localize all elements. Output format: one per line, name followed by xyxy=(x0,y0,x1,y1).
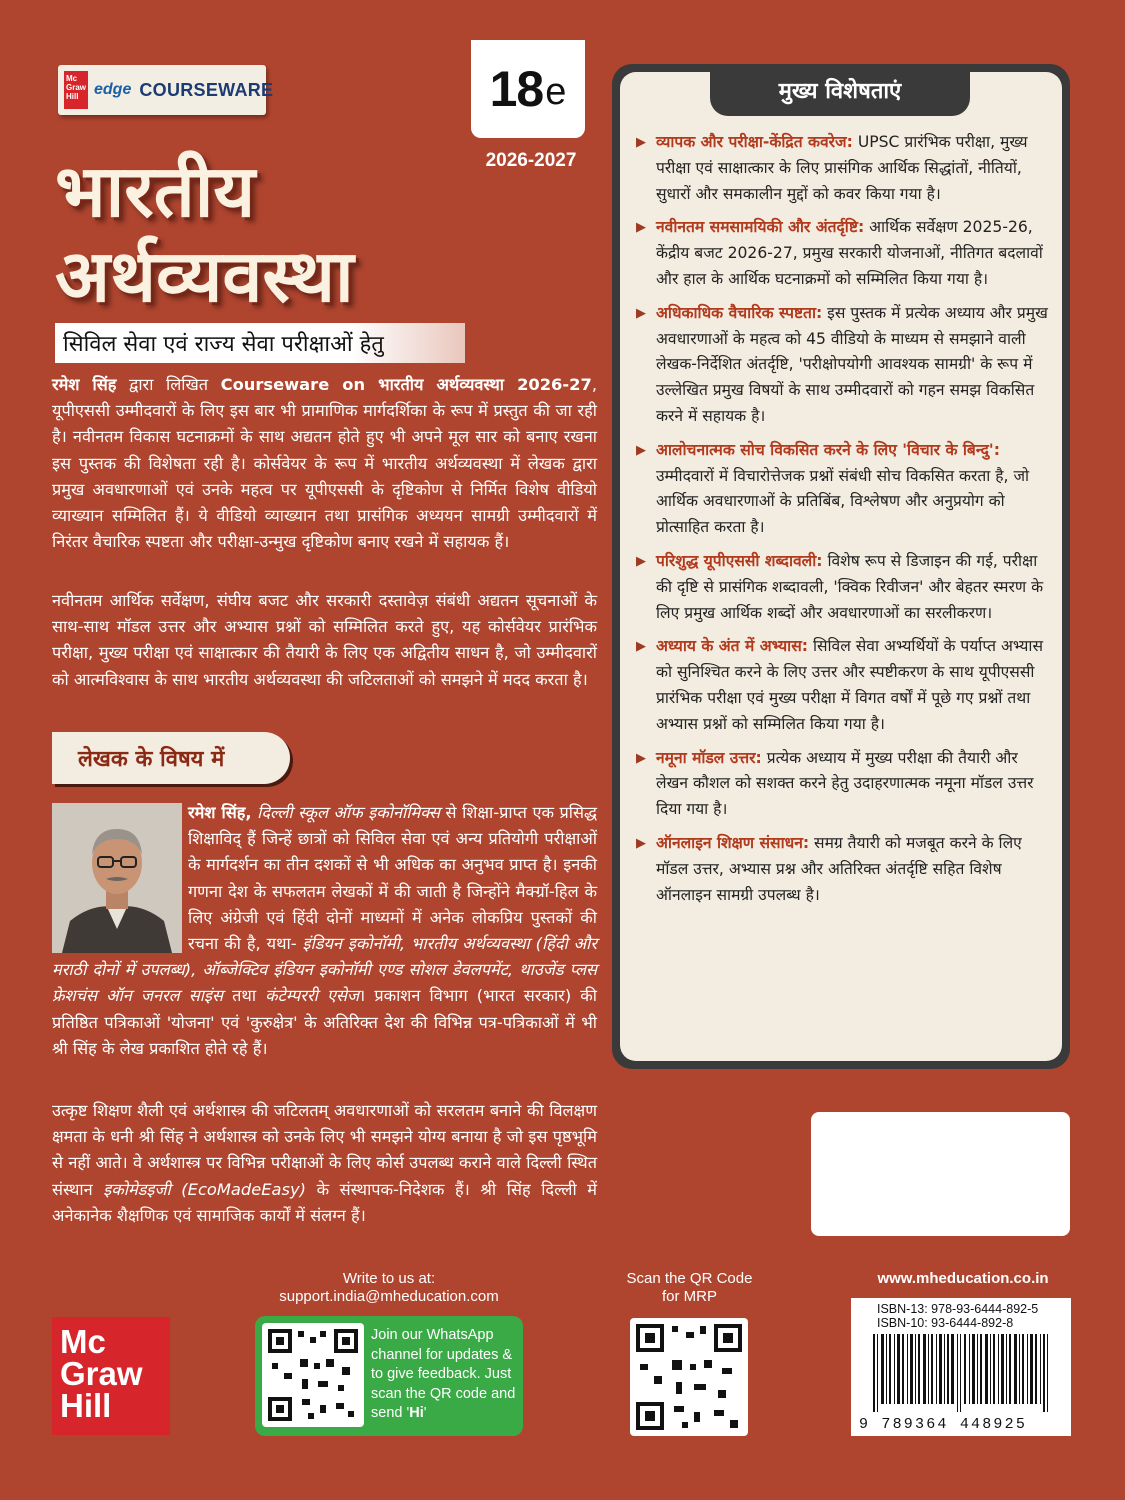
edge-logo: edge xyxy=(94,81,132,98)
arrow-icon: ▶ xyxy=(636,553,646,569)
feature-title: अध्याय के अंत में अभ्यास: xyxy=(656,637,808,656)
intro-paragraph-1 xyxy=(52,372,597,555)
about-author-heading: लेखक के विषय में xyxy=(52,732,290,784)
intro-body: , यूपीएससी उम्मीदवारों के लिए इस बार भी प्रामाणिक मार्गदर्शिका के रूप में प्रस्तुत की जा रही है। नवीनतम विकास घटनाक्रमों के साथ अद्यतन होते हुए भी अपने मूल सार को बनाए रखना इस पुस्तक की विशेषता रही है। कोर्सवेयर के रूप में भारतीय अर्थव्यवस्था में लेखक द्वारा प्रमुख अवधारणाओं एवं उनके महत्व पर यूपीएससी के दृष्टिकोण से निर्मित विशेष वीडियो व्याख्यान सम्मिलित हैं। ये वीडियो व्याख्यान तथा प्रासंगिक अध्ययन सामग्री उम्मीदवारों में निरंतर वैचारिक स्पष्टता और परीक्षा-उन्मुख दृष्टिकोण बनाए रखने में सहायक हैं। xyxy=(52,375,597,552)
feature-text: विशेष रूप से डिजाइन की गई, परीक्षा की दृष्टि से प्रासंगिक शब्दावली, 'क्विक रिवीजन' और बेहतर स्मरण के लिए प्रमुख आर्थिक शब्दों और अवधारणाओं का सरलीकरण। xyxy=(656,551,1044,622)
website-link[interactable]: www.mheducation.co.in xyxy=(877,1270,1049,1287)
author-bio-text-a: से शिक्षा-प्राप्त एक प्रसिद्ध शिक्षाविद् हैं जिन्हें छात्रों को सिविल सेवा एवं अन्य प्रतियोगी परीक्षाओं के मार्गदर्शन का तीन दशकों से भी अधिक का अनुभव प्राप्त है। इनकी गणना देश के सफलतम लेखकों में की जाती है जिन्होंने मैक्ग्रॉ-हिल के लिए अंग्रेजी एवं हिंदी दोनों माध्यमों में अनेक लोकप्रिय पुस्तकों की रचना की है, यथा- xyxy=(188,803,597,954)
feature-title: ऑनलाइन शिक्षण संसाधन: xyxy=(656,833,810,852)
courseware-label: COURSEWARE xyxy=(139,79,274,100)
mrp-sticker-area xyxy=(811,1112,1070,1236)
feature-item xyxy=(636,438,1054,541)
arrow-icon: ▶ xyxy=(636,135,646,150)
intro-paragraph-2: नवीनतम आर्थिक सर्वेक्षण, संघीय बजट और सरकारी दस्तावेज़ संबंधी अद्यतन सूचनाओं के साथ-साथ मॉडल उत्तर और अभ्यास प्रश्नों को सम्मिलित करते हुए, यह कोर्सवेयर प्रारंभिक परीक्षा, मुख्य परीक्षा एवं साक्षात्कार की तैयारी के लिए एक अद्वितीय साधन है, जो उम्मीदवारों को आत्मविश्वास के साथ भारतीय अर्थव्यवस्था की जटिलताओं को समझने में मदद करता है। xyxy=(52,591,597,689)
feature-item xyxy=(636,634,1054,737)
feature-title: व्यापक और परीक्षा-केंद्रित कवरेज: xyxy=(656,133,853,151)
intro-lead: द्वारा लिखित xyxy=(116,375,221,394)
edition-suffix: e xyxy=(545,70,567,113)
arrow-icon: ▶ xyxy=(636,750,646,766)
feature-item xyxy=(636,130,1054,207)
whatsapp-qr-code[interactable] xyxy=(262,1323,364,1427)
write-us-label: Write to us at: xyxy=(342,1270,436,1287)
logo-word-mc: Mc xyxy=(60,1323,106,1360)
intro-book-title: Courseware on भारतीय अर्थव्यवस्था 2026-27 xyxy=(220,375,592,394)
book-title-line1: भारतीय xyxy=(55,149,256,233)
author-paragraph-2 xyxy=(52,1098,597,1229)
mcgraw-hill-logo xyxy=(52,1317,170,1435)
features-list xyxy=(636,130,1054,916)
feature-text: इस पुस्तक में प्रत्येक अध्याय और प्रमुख अवधारणाओं के महत्व को 45 वीडियो के माध्यम से समझाने वाली लेखक-निर्देशित अंतर्दृष्टि, 'परीक्षोपयोगी आवश्यक सामग्री' के रूप में उल्लेखित प्रमुख विषयों के साथ उम्मीदवारों को गहन समझ विकसित करने में सहायक है। xyxy=(656,303,1048,425)
scan-qr-line1: Scan the QR Code xyxy=(626,1270,753,1287)
feature-text: प्रत्येक अध्याय में मुख्य परीक्षा की तैयारी और लेखन कौशल को सशक्त करने हेतु उदाहरणात्मक नमूना मॉडल उत्तर दिया गया है। xyxy=(656,748,1034,819)
feature-item xyxy=(636,301,1054,430)
edition-badge xyxy=(471,40,585,138)
author-name: रमेश सिंह, xyxy=(188,803,252,822)
author-books: इंडियन इकोनॉमी, भारतीय अर्थव्यवस्था (हिंदी और मराठी दोनों में उपलब्ध), ऑब्जेक्टिव इंडियन इकोनॉमी एण्ड सोशल डेवलपमेंट, थाउजेंड प्लस फ्रेशचंस ऑन जनरल साइंस xyxy=(52,934,597,1006)
barcode-number: 9 789364 448925 xyxy=(859,1416,1028,1433)
intro-author: रमेश सिंह xyxy=(52,375,117,394)
feature-title: आलोचनात्मक सोच विकसित करने के लिए 'विचार के बिन्दु': xyxy=(656,440,1000,459)
feature-title: परिशुद्ध यूपीएससी शब्दावली: xyxy=(656,551,823,570)
author-p2-text-a: उत्कृष्ट शिक्षण शैली एवं अर्थशास्त्र की जटिलतम् अवधारणाओं को सरलतम बनाने की विलक्षण क्षमता के धनी श्री सिंह ने अर्थशास्त्र को उनके लिए भी समझने योग्य बनाया है जो इस पृष्ठभूमि से नहीं आते। वे अर्थशास्त्र पर विभिन्न परीक्षाओं के लिए कोर्स उपलब्ध कराने वाले दिल्ली स्थित संस्थान xyxy=(52,1101,597,1199)
mrp-qr-code[interactable] xyxy=(630,1318,748,1436)
support-email[interactable]: support.india@mheducation.com xyxy=(279,1288,499,1305)
author-institute: इकोमेडइजी (EcoMadeEasy) xyxy=(103,1179,306,1199)
feature-title: नमूना मॉडल उत्तर: xyxy=(656,748,762,767)
arrow-icon: ▶ xyxy=(636,305,646,321)
author-bio-text-c: । प्रकाशन विभाग (भारत सरकार) की प्रतिष्ठित पत्रिकाओं 'योजना' एवं 'कुरुक्षेत्र' के अतिरिक्त देश की विभिन्न पत्र-पत्रिकाओं में भी श्री सिंह के लेख प्रकाशित होते रहे हैं। xyxy=(52,986,598,1058)
isbn-13: ISBN-13: 978-93-6444-892-5 xyxy=(877,1302,1039,1316)
whatsapp-message: Join our WhatsApp channel for updates & to give feedback. Just scan the QR code and send ' xyxy=(371,1327,516,1421)
scan-qr-line2: for MRP xyxy=(661,1288,717,1305)
whatsapp-hi: Hi xyxy=(409,1405,424,1421)
whatsapp-close-quote: ' xyxy=(423,1405,427,1421)
isbn-10: ISBN-10: 93-6444-892-8 xyxy=(877,1316,1014,1330)
feature-title: अधिकाधिक वैचारिक स्पष्टता: xyxy=(656,303,823,322)
feature-text: समग्र तैयारी को मजबूत करने के लिए मॉडल उत्तर, अभ्यास प्रश्न और अतिरिक्त अंतर्दृष्टि सहित विशेष ऑनलाइन सामग्री उपलब्ध है। xyxy=(656,833,1022,904)
book-title-line2: अर्थव्यवस्था xyxy=(55,234,354,318)
contact-info xyxy=(258,1270,520,1306)
author-book-last: कंटेम्पररी एसेज xyxy=(265,986,360,1006)
feature-text: सिविल सेवा अभ्यर्थियों के पर्याप्त अभ्यास को सुनिश्चित करने के लिए उत्तर और स्पष्टीकरण के साथ यूपीएससी प्रारंभिक परीक्षा एवं मुख्य परीक्षा में विगत वर्षों में पूछे गए प्रश्नों तथा अभ्यास प्रश्नों को सम्मिलित किया गया है। xyxy=(656,637,1044,733)
feature-title: नवीनतम समसामयिकी और अंतर्दृष्टि: xyxy=(656,218,865,237)
edition-years: 2026-2027 xyxy=(485,150,577,171)
feature-item xyxy=(636,215,1054,292)
author-school: दिल्ली स्कूल ऑफ इकोनॉमिक्स xyxy=(257,803,440,822)
logo-word-graw: Graw xyxy=(60,1355,143,1392)
feature-text: उम्मीदवारों में विचारोत्तेजक प्रश्नों संबंधी सोच विकसित करता है, जो आर्थिक अवधारणाओं के प्रतिबिंब, विश्लेषण और अनुप्रयोग को प्रोत्साहित करता है। xyxy=(656,466,1030,537)
arrow-icon: ▶ xyxy=(636,835,646,851)
author-bio-text-b: तथा xyxy=(223,986,266,1006)
feature-text: UPSC प्रारंभिक परीक्षा, मुख्य परीक्षा एवं साक्षात्कार के लिए प्रासंगिक आर्थिक सिद्धांतों, नीतियों, सुधारों और समकालीन मुद्दों को कवर किया गया है। xyxy=(656,133,1028,203)
mrp-qr-caption xyxy=(612,1270,767,1306)
arrow-icon: ▶ xyxy=(636,639,646,655)
author-p2-text-b: के संस्थापक-निदेशक हैं। श्री सिंह दिल्ली में अनेकानेक शैक्षणिक एवं सामाजिक कार्यों में संलग्न हैं। xyxy=(52,1179,597,1225)
arrow-icon: ▶ xyxy=(636,220,646,236)
feature-item xyxy=(636,746,1054,823)
edition-number: 18 xyxy=(489,61,544,117)
features-heading: मुख्य विशेषताएं xyxy=(710,64,970,116)
whatsapp-text xyxy=(371,1326,521,1424)
book-subtitle: सिविल सेवा एवं राज्य सेवा परीक्षाओं हेतु xyxy=(55,323,465,363)
mcgraw-hill-mini-logo: Mc Graw Hill xyxy=(64,71,88,109)
feature-item xyxy=(636,831,1054,908)
feature-item xyxy=(636,549,1054,626)
logo-word-hill: Hill xyxy=(60,1387,112,1424)
author-photo xyxy=(52,803,182,953)
feature-text: आर्थिक सर्वेक्षण 2025-26, केंद्रीय बजट 2026-27, प्रमुख सरकारी योजनाओं, नीतिगत बदलावों और हाल के आर्थिक घटनाक्रमों को सम्मिलित किया गया है। xyxy=(656,218,1043,288)
isbn-barcode xyxy=(851,1298,1071,1436)
arrow-icon: ▶ xyxy=(636,442,646,458)
courseware-brand xyxy=(58,65,274,115)
barcode-bars xyxy=(873,1334,1063,1412)
